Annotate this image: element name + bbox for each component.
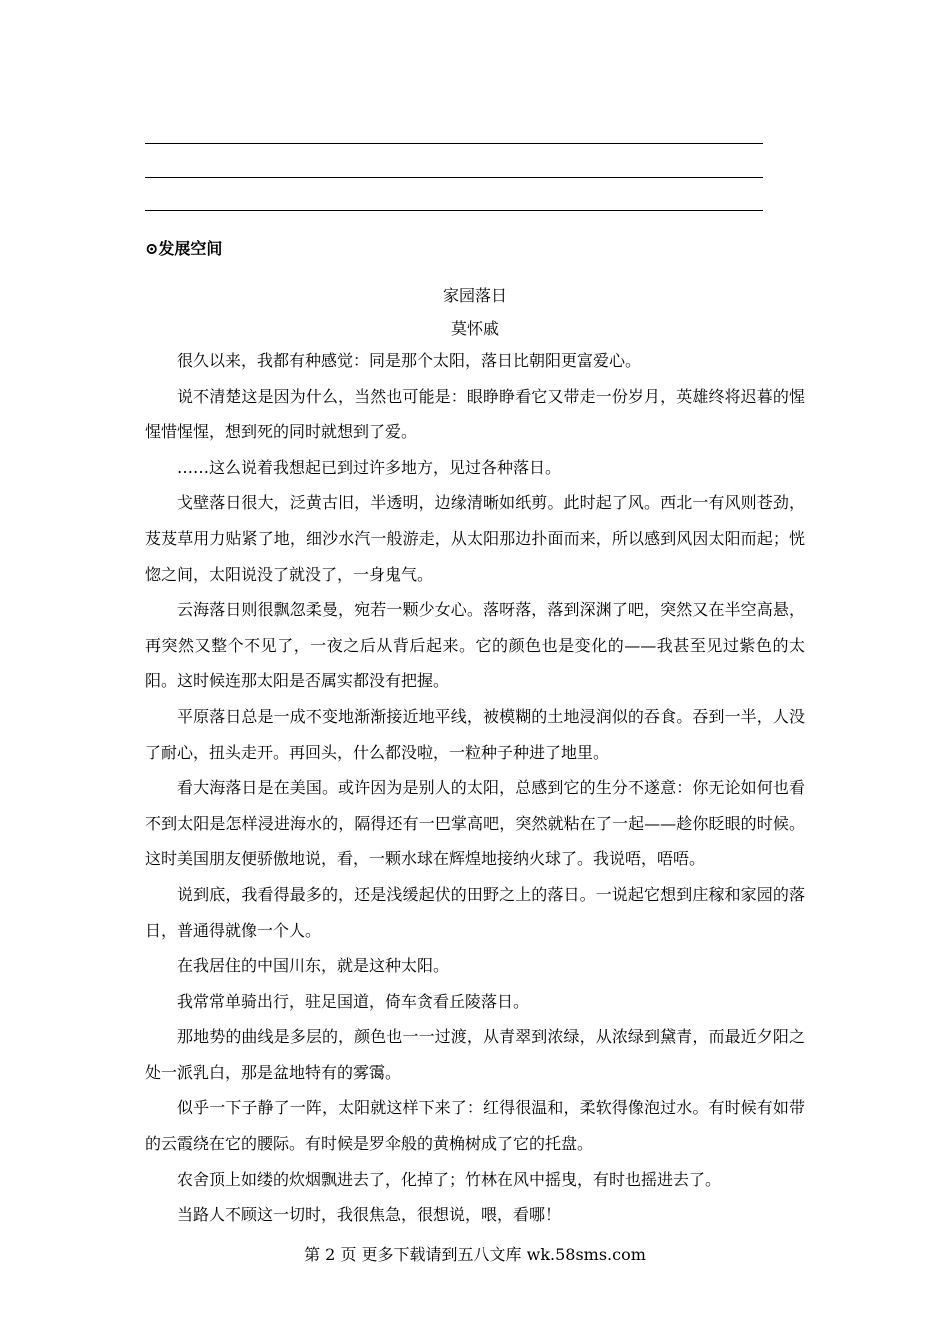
paragraph: 在我居住的中国川东，就是这种太阳。 <box>177 956 450 976</box>
answer-line-1 <box>145 143 763 144</box>
page-footer: 第 2 页 更多下载请到五八文库 wk.58sms.com <box>304 1245 646 1264</box>
section-heading-text: 发展空间 <box>158 239 223 258</box>
paragraph: 说不清楚这是因为什么，当然也可能是：眼睁睁看它又带走一份岁月，英雄终将迟暮的惺惺惜惺惺，想到死的同时就想到了爱。 <box>145 386 805 442</box>
paragraph: 戈壁落日很大，泛黄古旧，半透明，边缘清晰如纸剪。此时起了风。西北一有风则苍劲，芨芨草用力贴紧了地，细沙水汽一般游走，从太阳那边扑面而来，所以感到风因太阳而起；恍惚之间，太阳说没了就没了，一身鬼气。 <box>145 493 805 584</box>
paragraph: 平原落日总是一成不变地渐渐接近地平线，被模糊的土地浸润似的吞食。吞到一半，人没了耐心，扭头走开。再回头，什么都没啦，一粒种子种进了地里。 <box>145 706 805 762</box>
paragraph: 看大海落日是在美国。或许因为是别人的太阳，总感到它的生分不遂意：你无论如何也看不到太阳是怎样浸进海水的，隔得还有一巴掌高吧，突然就粘在了一起——趁你眨眼的时候。这时美国朋友便骄傲地说，看，一颗水球在辉煌地接纳火球了。我说唔，唔唔。 <box>145 778 805 869</box>
article-title: 家园落日 <box>442 286 507 305</box>
paragraph: 很久以来，我都有种感觉：同是那个太阳，落日比朝阳更富爱心。 <box>177 351 642 370</box>
paragraph: 似乎一下子静了一阵，太阳就这样下来了：红得很温和，柔软得像泡过水。有时候有如带的云霞绕在它的腰际。有时候是罗伞般的黄桷树成了它的托盘。 <box>145 1098 805 1154</box>
circle-dot-icon: ⊙ <box>145 239 159 258</box>
section-heading <box>145 238 222 260</box>
answer-line-2 <box>145 177 763 178</box>
paragraph: 我常常单骑出行，驻足国道，倚车贪看丘陵落日。 <box>177 991 530 1011</box>
paragraph: 说到底，我看得最多的，还是浅缓起伏的田野之上的落日。一说起它想到庄稼和家园的落日，普通得就像一个人。 <box>145 884 805 940</box>
paragraph: 那地势的曲线是多层的，颜色也一一过渡，从青翠到浓绿，从浓绿到黛青，而最近夕阳之处一派乳白，那是盆地特有的雾霭。 <box>145 1027 805 1082</box>
answer-line-3 <box>145 210 763 211</box>
paragraph: 当路人不顾这一切时，我很焦急，很想说，喂，看哪！ <box>177 1205 562 1225</box>
paragraph: 农舍顶上如缕的炊烟飘进去了，化掉了；竹林在风中摇曳，有时也摇进去了。 <box>177 1169 722 1189</box>
article-author: 莫怀戚 <box>450 319 499 338</box>
article-body <box>145 343 805 1233</box>
paragraph: 云海落日则很飘忽柔曼，宛若一颗少女心。落呀落，落到深渊了吧，突然又在半空高悬，再突然又整个不见了，一夜之后从背后起来。它的颜色也是变化的——我甚至见过紫色的太阳。这时候连那太阳是否属实都没有把握。 <box>145 600 805 691</box>
paragraph: ……这么说着我想起已到过许多地方，见过各种落日。 <box>177 457 562 477</box>
